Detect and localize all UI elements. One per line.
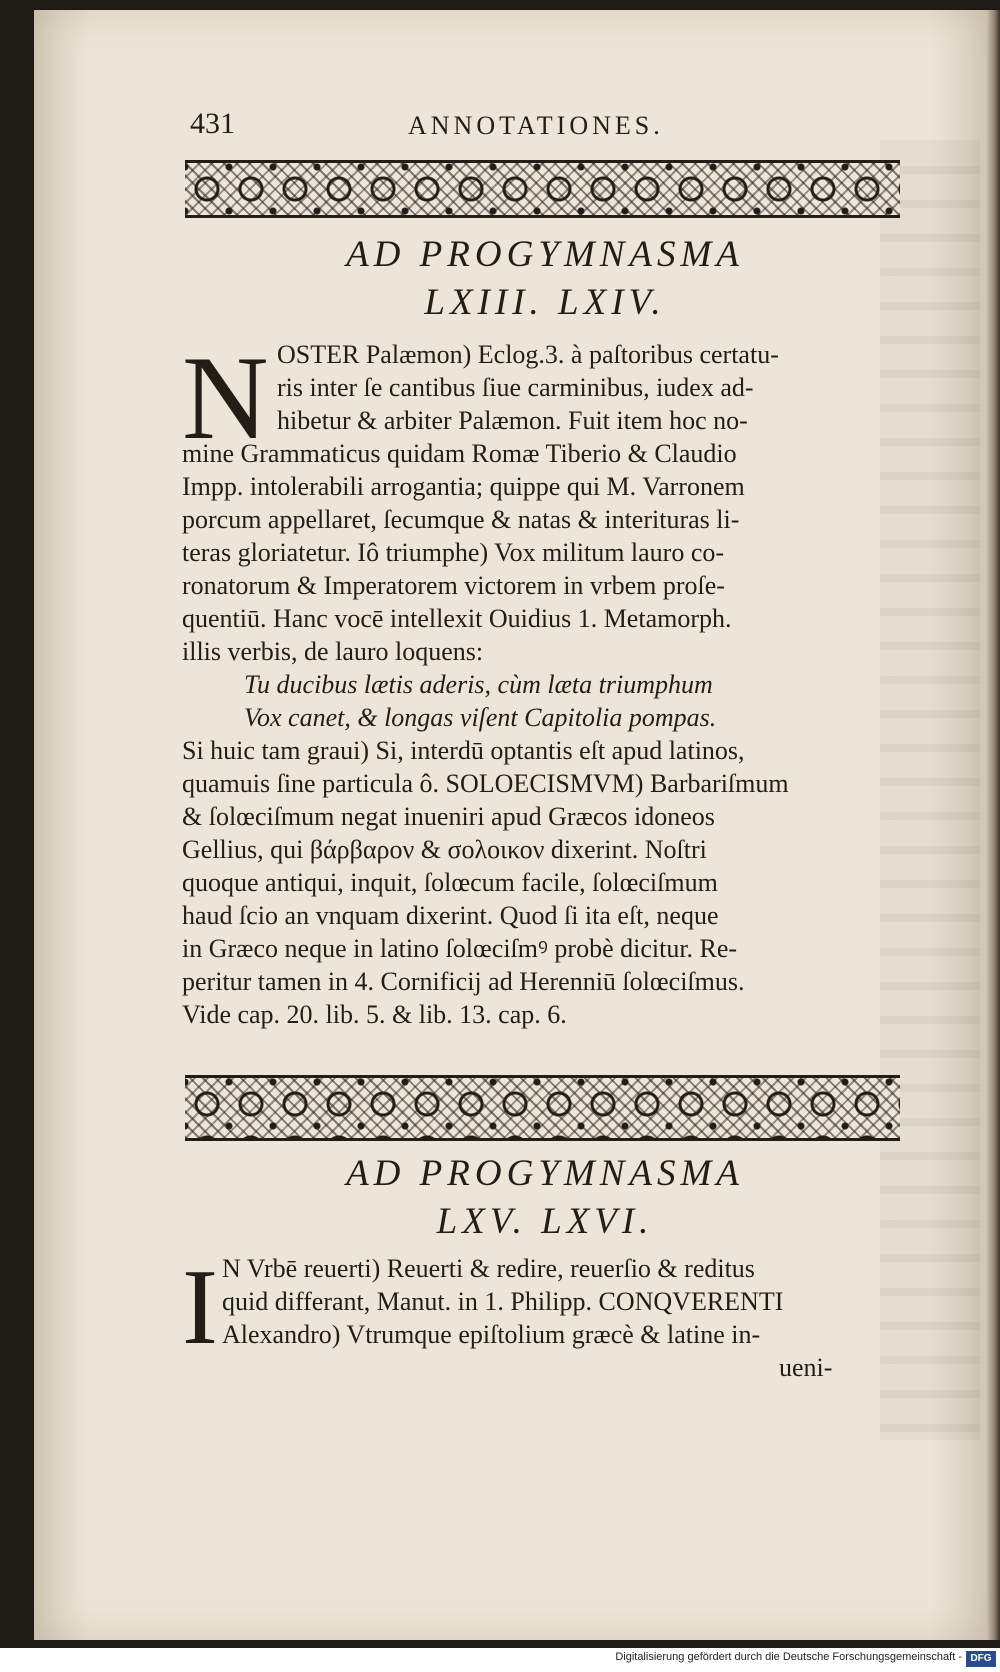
page-edge bbox=[986, 10, 1000, 1640]
text-line: ronatorum & Imperatorem victorem in vrbem proſe- bbox=[182, 571, 725, 600]
digitization-footer bbox=[0, 1648, 1000, 1672]
text-line: peritur tamen in 4. Cornificij ad Herenniū ſolœciſmus. bbox=[182, 967, 745, 996]
ornamental-band-top bbox=[185, 160, 900, 218]
text-line: hibetur & arbiter Palæmon. Fuit item hoc no- bbox=[277, 406, 748, 435]
page-number: 431 bbox=[190, 107, 235, 140]
ornamental-band-middle bbox=[185, 1075, 900, 1141]
text-line: porcum appellaret, ſecumque & natas & interituras li- bbox=[182, 505, 740, 534]
text-line: Gellius, qui βάρβαρον & σολοικον dixerint. Noſtri bbox=[182, 835, 707, 864]
running-head bbox=[190, 107, 910, 147]
text-line: quoque antiqui, inquit, ſolœcum facile, ſolœciſmum bbox=[182, 868, 718, 897]
text-line: Vide cap. 20. lib. 5. & lib. 13. cap. 6. bbox=[182, 1000, 567, 1029]
text-line: quentiū. Hanc vocē intellexit Ouidius 1. Metamorph. bbox=[182, 604, 732, 633]
text-line: mine Grammaticus quidam Romæ Tiberio & Claudio bbox=[182, 439, 737, 468]
text-line: quid differant, Manut. in 1. Philipp. CONQVERENTI bbox=[222, 1287, 784, 1316]
heading-line: LXIII. LXIV. bbox=[424, 282, 666, 323]
text-line: N Vrbē reuerti) Reuerti & redire, reuerſio & reditus bbox=[222, 1254, 755, 1283]
text-line: in Græco neque in latino ſolœciſmꝰ probè dicitur. Re- bbox=[182, 934, 738, 963]
text-line: Impp. intolerabili arrogantia; quippe qui M. Varronem bbox=[182, 472, 745, 501]
text-line: quamuis ſine particula ô. SOLOECISMVM) Barbariſmum bbox=[182, 769, 789, 798]
verse-line: Vox canet, & longas viſent Capitolia pompas. bbox=[244, 703, 717, 732]
drop-cap: N bbox=[182, 331, 269, 464]
text-line: illis verbis, de lauro loquens: bbox=[182, 637, 484, 666]
running-title: ANNOTATIONES. bbox=[408, 111, 664, 140]
dfg-logo: DFG bbox=[966, 1651, 996, 1667]
heading-line: AD PROGYMNASMA bbox=[346, 234, 744, 275]
heading-line: LXV. LXVI. bbox=[436, 1201, 654, 1242]
section-heading-1 bbox=[180, 231, 910, 327]
text-line: haud ſcio an vnquam dixerint. Quod ſi ita eſt, neque bbox=[182, 901, 719, 930]
verse-line: Tu ducibus lætis aderis, cùm læta triumphum bbox=[244, 670, 713, 699]
heading-line: AD PROGYMNASMA bbox=[346, 1153, 744, 1194]
catchword: ueni- bbox=[779, 1353, 833, 1382]
text-line: OSTER Palæmon) Eclog.3. à paſtoribus certatu- bbox=[277, 340, 779, 369]
text-line: teras gloriatetur. Iô triumphe) Vox militum lauro co- bbox=[182, 538, 725, 567]
drop-cap: I bbox=[182, 1248, 218, 1367]
footer-credit: Digitalisierung gefördert durch die Deutsche Forschungsgemeinschaft - bbox=[615, 1651, 962, 1663]
text-line: ris inter ſe cantibus ſiue carminibus, iudex ad- bbox=[277, 373, 754, 402]
text-line: & ſolœciſmum negat inueniri apud Græcos idoneos bbox=[182, 802, 715, 831]
section-heading-2 bbox=[180, 1150, 910, 1246]
text-line: Si huic tam graui) Si, interdū optantis eſt apud latinos, bbox=[182, 736, 745, 765]
text-line: Alexandro) Vtrumque epiſtolium græcè & latine in- bbox=[222, 1320, 761, 1349]
